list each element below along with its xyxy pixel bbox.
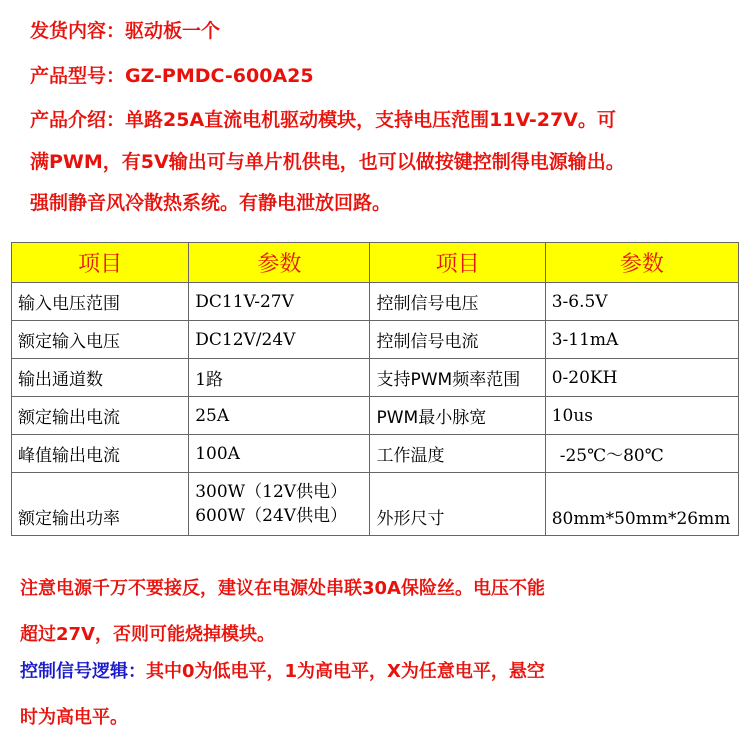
table-row [12, 435, 739, 473]
header-item-1: 项目 [12, 243, 189, 283]
cell-value: -25℃～80℃ [545, 435, 738, 473]
table-row [12, 473, 739, 536]
product-intro-line-2: 满PWM，有5V输出可与单片机供电，也可以做按键控制得电源输出。 [30, 151, 625, 173]
product-model-line: 产品型号：GZ-PMDC-600A25 [30, 65, 314, 87]
cell-label: 外形尺寸 [370, 473, 545, 536]
logic-line-1 [20, 657, 545, 683]
delivery-content-line: 发货内容：驱动板一个 [30, 20, 221, 42]
cell-label: 工作温度 [370, 435, 545, 473]
spec-table [11, 242, 739, 536]
table-row [12, 397, 739, 435]
product-intro-line-1: 产品介绍：单路25A直流电机驱动模块，支持电压范围11V-27V。可 [30, 109, 616, 131]
logic-title: 控制信号逻辑： [20, 661, 146, 682]
cell-label: 额定输出电流 [12, 397, 189, 435]
cell-value: 0-20KH [545, 359, 738, 397]
warning-line-1: 注意电源千万不要接反，建议在电源处串联30A保险丝。电压不能 [20, 578, 545, 599]
table-row [12, 359, 739, 397]
power-24v: 600W（24V供电） [195, 506, 348, 526]
cell-value: 10us [545, 397, 738, 435]
cell-label: 额定输出功率 [12, 473, 189, 536]
warning-line-2: 超过27V，否则可能烧掉模块。 [20, 624, 275, 645]
power-12v: 300W（12V供电） [195, 482, 348, 502]
cell-label: 控制信号电压 [370, 283, 545, 321]
logic-description: 其中0为低电平，1为高电平，X为任意电平，悬空 [146, 661, 545, 682]
cell-value: 80mm*50mm*26mm [545, 473, 738, 536]
cell-value: 100A [189, 435, 370, 473]
header-param-1: 参数 [189, 243, 370, 283]
cell-value: DC12V/24V [189, 321, 370, 359]
table-row [12, 283, 739, 321]
cell-label: PWM最小脉宽 [370, 397, 545, 435]
cell-value: 1路 [189, 359, 370, 397]
cell-value: 3-11mA [545, 321, 738, 359]
header-item-2: 项目 [370, 243, 545, 283]
header-param-2: 参数 [545, 243, 738, 283]
table-row [12, 321, 739, 359]
cell-value: DC11V-27V [189, 283, 370, 321]
cell-label: 控制信号电流 [370, 321, 545, 359]
cell-label: 峰值输出电流 [12, 435, 189, 473]
cell-value: 25A [189, 397, 370, 435]
cell-label: 额定输入电压 [12, 321, 189, 359]
cell-label: 输出通道数 [12, 359, 189, 397]
product-intro-line-3: 强制静音风冷散热系统。有静电泄放回路。 [30, 192, 392, 214]
cell-label: 支持PWM频率范围 [370, 359, 545, 397]
logic-line-2: 时为高电平。 [20, 707, 128, 728]
cell-label: 输入电压范围 [12, 283, 189, 321]
cell-value-stacked [189, 473, 370, 536]
table-header-row [12, 243, 739, 283]
cell-value: 3-6.5V [545, 283, 738, 321]
